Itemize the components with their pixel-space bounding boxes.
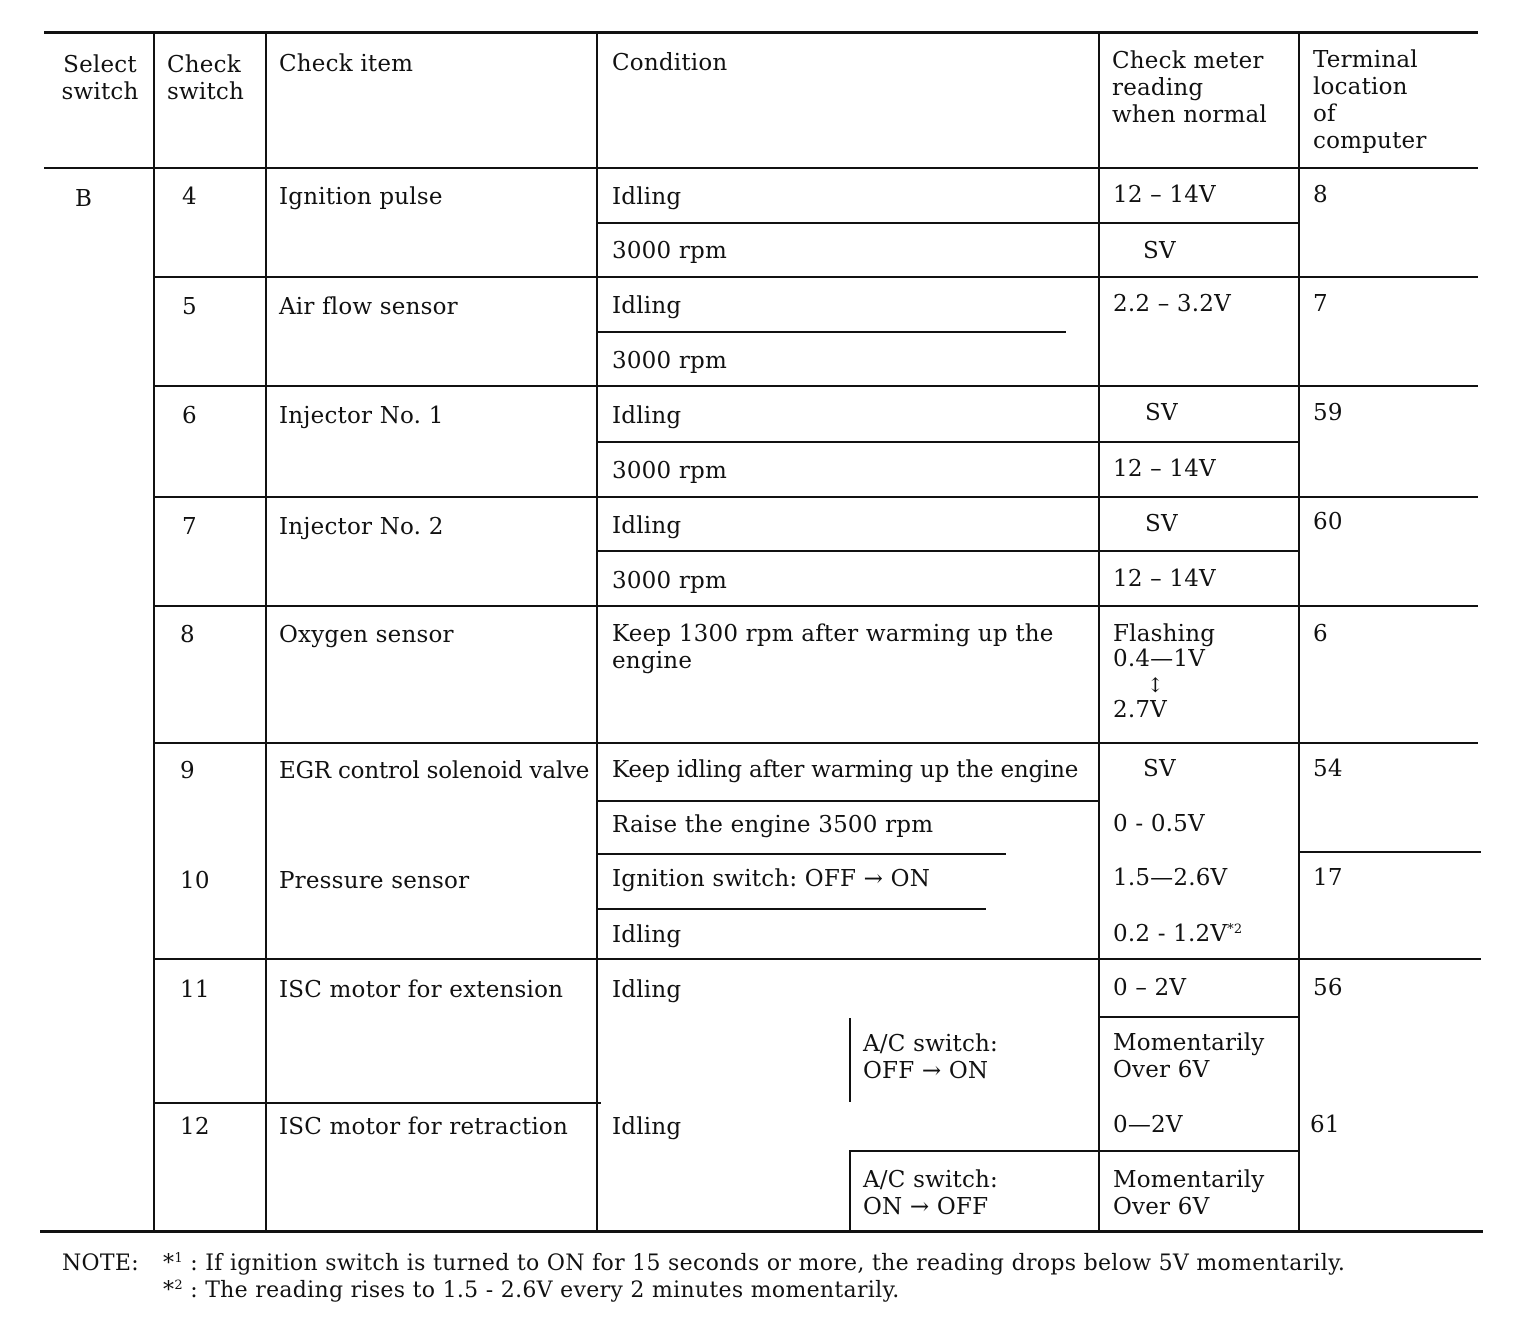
row-9-condition-1: Keep idling after warming up the engine	[612, 757, 1079, 783]
row-5-reading-1: 2.2 – 3.2V	[1113, 291, 1231, 317]
row-10-reading-1: 1.5—2.6V	[1113, 865, 1228, 891]
row-10-item: Pressure sensor	[279, 868, 470, 894]
row-11-reading-2-line1: Momentarily	[1113, 1030, 1265, 1056]
sub-condition-border-1	[849, 1018, 851, 1102]
table-bottom-border	[40, 1230, 1483, 1233]
subrow-line-7a	[596, 550, 1298, 552]
subrow-line-11a	[1098, 1016, 1298, 1018]
row-8-reading-line1: Flashing	[1113, 621, 1216, 647]
row-8-reading	[1113, 621, 1215, 724]
row-sep-10-11	[153, 958, 1481, 960]
row-9-condition-2: Raise the engine 3500 rpm	[612, 812, 934, 838]
row-5-item: Air flow sensor	[279, 294, 458, 320]
row-11-condition-1: Idling	[612, 977, 682, 1003]
row-sep-11-12	[153, 1102, 601, 1104]
row-11-subcondition-line2: OFF → ON	[863, 1058, 989, 1084]
row-4-terminal: 8	[1313, 182, 1328, 208]
row-6-terminal: 59	[1313, 400, 1343, 426]
col-border-3	[596, 31, 598, 1231]
row-8-check: 8	[180, 622, 195, 648]
col-border-1	[153, 31, 155, 1231]
row-6-condition-2: 3000 rpm	[612, 458, 727, 484]
subrow-line-4a	[596, 222, 1298, 224]
row-7-terminal: 60	[1313, 509, 1343, 535]
row-8-item: Oxygen sensor	[279, 622, 454, 648]
header-terminal	[1313, 47, 1427, 155]
row-4-reading-1: 12 – 14V	[1113, 182, 1216, 208]
row-sep-8-9	[153, 742, 1478, 744]
row-12-terminal: 61	[1310, 1112, 1340, 1138]
header-meter-reading	[1112, 48, 1267, 129]
row-8-condition	[612, 621, 1054, 675]
note-2	[163, 1277, 900, 1304]
row-5-terminal: 7	[1313, 291, 1328, 317]
header-check-switch	[167, 52, 244, 106]
header-check-line2: switch	[167, 79, 244, 105]
row-7-condition-1: Idling	[612, 513, 682, 539]
header-condition: Condition	[612, 50, 728, 76]
row-9-reading-2: 0 - 0.5V	[1113, 811, 1205, 837]
header-check-line1: Check	[167, 52, 241, 78]
row-12-subcondition-line1: A/C switch:	[863, 1167, 999, 1193]
header-bottom-border	[44, 167, 1478, 169]
row-10-condition-1: Ignition switch: OFF → ON	[612, 866, 931, 892]
row-9-terminal: 54	[1313, 756, 1343, 782]
subrow-line-12a	[849, 1150, 1300, 1152]
note-1-text: : If ignition switch is turned to ON for 15 seconds or more, the reading drops below 5V momentarily.	[190, 1251, 1346, 1276]
table-top-border	[44, 31, 1478, 34]
row-4-item: Ignition pulse	[279, 184, 443, 210]
subrow-line-5a	[596, 331, 1066, 333]
subrow-line-9b	[596, 853, 1006, 855]
row-7-item: Injector No. 2	[279, 514, 444, 540]
row-10-terminal: 17	[1313, 865, 1343, 891]
row-7-reading-1: SV	[1145, 511, 1178, 537]
row-12-reading-1: 0—2V	[1113, 1112, 1183, 1138]
row-9-reading-1: SV	[1143, 756, 1176, 782]
row-11-terminal: 56	[1313, 975, 1343, 1001]
row-sep-7-8	[153, 605, 1478, 607]
row-7-reading-2: 12 – 14V	[1113, 566, 1216, 592]
row-sep-9-10	[1298, 851, 1481, 853]
row-12-reading-2	[1113, 1167, 1265, 1221]
row-9-item: EGR control solenoid valve	[279, 758, 590, 784]
header-check-item: Check item	[279, 51, 414, 77]
row-6-reading-1: SV	[1145, 400, 1178, 426]
row-7-condition-2: 3000 rpm	[612, 568, 727, 594]
row-sep-4-5	[153, 276, 1478, 278]
subrow-line-9a	[596, 800, 1098, 802]
header-meter-line1: Check meter	[1112, 48, 1264, 74]
header-terminal-line2: location	[1313, 74, 1408, 100]
sub-condition-border-2	[849, 1152, 851, 1230]
row-11-reading-1: 0 – 2V	[1113, 975, 1187, 1001]
select-switch-value: B	[75, 186, 93, 212]
note-2-sup: 2	[174, 1278, 183, 1293]
row-4-reading-2: SV	[1143, 238, 1176, 264]
header-select-switch	[50, 52, 150, 106]
row-12-reading-2-line1: Momentarily	[1113, 1167, 1265, 1193]
header-terminal-line3: of	[1313, 101, 1336, 127]
header-select-line2: switch	[61, 79, 139, 105]
row-11-check: 11	[180, 977, 210, 1003]
row-11-reading-2	[1113, 1030, 1265, 1084]
note-1-mark: *	[163, 1251, 175, 1276]
row-11-reading-2-line2: Over 6V	[1113, 1057, 1210, 1083]
row-8-terminal: 6	[1313, 621, 1328, 647]
header-terminal-line4: computer	[1313, 128, 1427, 154]
col-border-2	[265, 31, 267, 1231]
row-11-subcondition-line1: A/C switch:	[863, 1031, 999, 1057]
row-12-check: 12	[180, 1114, 210, 1140]
row-5-check: 5	[182, 294, 197, 320]
col-border-5	[1298, 31, 1300, 1231]
subrow-line-10a	[596, 908, 986, 910]
row-6-check: 6	[182, 403, 197, 429]
header-meter-line3: when normal	[1112, 102, 1267, 128]
row-6-item: Injector No. 1	[279, 403, 444, 429]
note-1	[163, 1250, 1345, 1277]
subrow-line-6a	[596, 441, 1298, 443]
row-7-check: 7	[182, 514, 197, 540]
row-12-condition-1: Idling	[612, 1114, 682, 1140]
row-10-condition-2: Idling	[612, 922, 682, 948]
row-10-reading-2	[1113, 921, 1242, 948]
row-8-reading-line2: 0.4—1V	[1113, 646, 1206, 672]
row-12-subcondition-line2: ON → OFF	[863, 1194, 989, 1220]
row-11-subcondition	[863, 1031, 998, 1085]
row-8-condition-line2: engine	[612, 648, 693, 674]
row-10-reading-2-note: *2	[1227, 922, 1243, 937]
row-8-reading-line4: 2.7V	[1113, 697, 1167, 723]
note-label: NOTE:	[62, 1251, 139, 1276]
row-9-check: 9	[180, 758, 195, 784]
row-4-condition-1: Idling	[612, 184, 682, 210]
note-2-mark: *	[163, 1278, 175, 1303]
note-2-text: : The reading rises to 1.5 - 2.6V every 2 minutes momentarily.	[190, 1278, 900, 1303]
row-6-condition-1: Idling	[612, 403, 682, 429]
row-4-check: 4	[182, 184, 197, 210]
row-5-condition-1: Idling	[612, 293, 682, 319]
row-10-reading-2-value: 0.2 - 1.2V	[1113, 921, 1228, 947]
row-5-condition-2: 3000 rpm	[612, 348, 727, 374]
row-10-check: 10	[180, 868, 210, 894]
row-11-item: ISC motor for extension	[279, 977, 564, 1003]
header-select-line1: Select	[63, 52, 137, 78]
note-1-sup: 1	[174, 1251, 183, 1266]
row-12-subcondition	[863, 1167, 998, 1221]
row-4-condition-2: 3000 rpm	[612, 238, 727, 264]
row-8-condition-line1: Keep 1300 rpm after warming up the	[612, 621, 1054, 647]
header-terminal-line1: Terminal	[1313, 47, 1418, 73]
row-12-item: ISC motor for retraction	[279, 1114, 568, 1140]
col-border-4	[1098, 31, 1100, 1231]
row-12-reading-2-line2: Over 6V	[1113, 1194, 1210, 1220]
row-sep-5-6	[153, 385, 1478, 387]
row-sep-6-7	[153, 496, 1478, 498]
updown-arrow-icon: ↕	[1147, 673, 1164, 697]
row-6-reading-2: 12 – 14V	[1113, 456, 1216, 482]
header-meter-line2: reading	[1112, 75, 1204, 101]
